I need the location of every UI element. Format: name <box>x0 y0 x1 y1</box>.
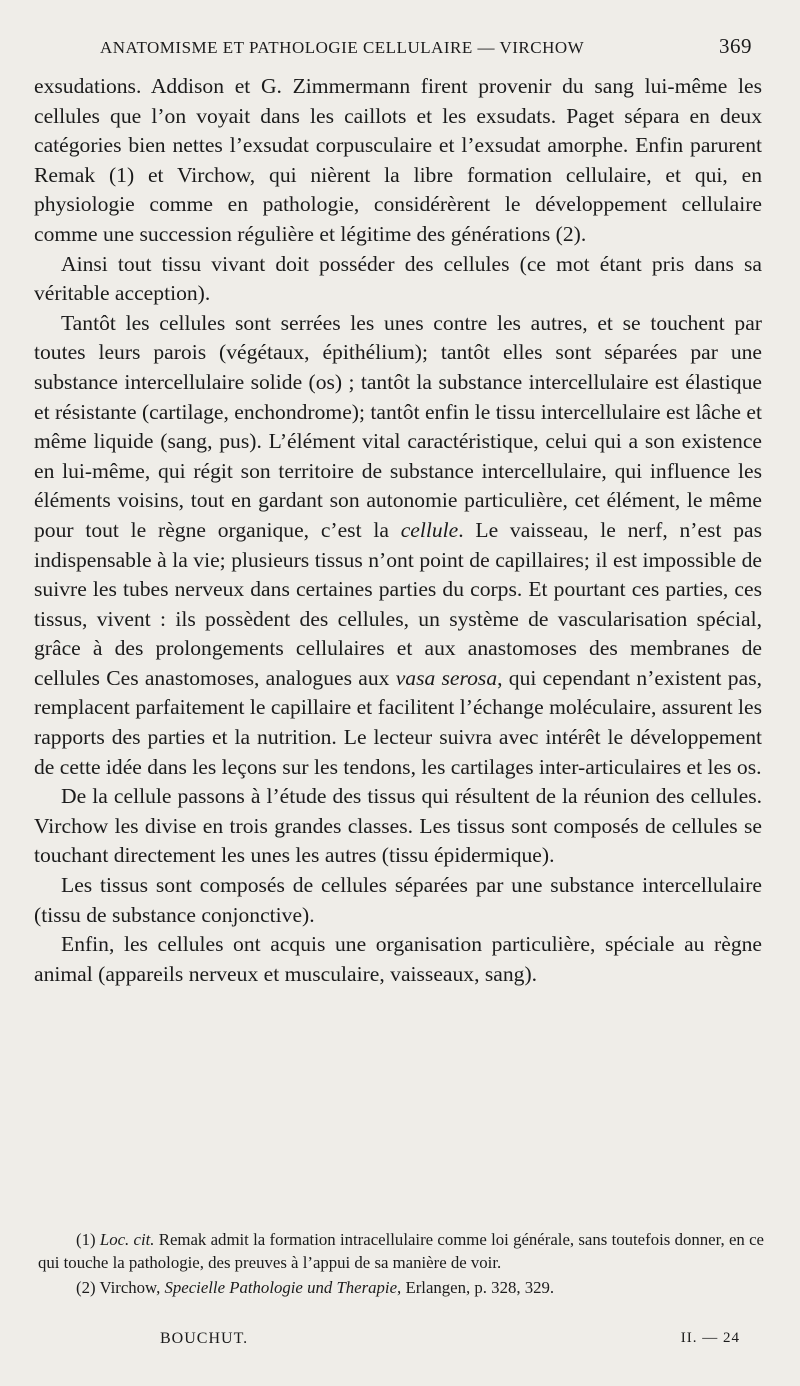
footnote-2 <box>38 1276 764 1299</box>
footnote-text: Virchow, <box>95 1278 165 1297</box>
footnote-text: , Erlangen, p. 328, 329. <box>397 1278 555 1297</box>
paragraph-3 <box>34 309 762 783</box>
paragraph-text: De la cellule passons à l’étude des tissus qui résultent de la réunion des cellules. Virchow les divise en trois grandes classes. Les tissus sont composés de cellules se touchant directement les unes les autres (tissu épidermique). <box>34 784 762 868</box>
italic-term: cellule <box>400 517 459 542</box>
footnote-text: Remak admit la formation intracellulaire comme loi générale, sans toutefois donner, en ce qui touche la pathologie, des preuves à l’appui de sa manière de voir. <box>38 1230 764 1272</box>
italic-term: Specielle Pathologie und Therapie <box>164 1278 398 1297</box>
main-text <box>34 72 762 989</box>
page-footer <box>160 1330 740 1348</box>
paragraph-text: . Le vaisseau, le nerf, n’est pas indispensable à la vie; plusieurs tissus n’ont point de capillaires; il est impossible de suivre les tubes nerveux dans certaines parties du corps. Et pourtant ces parties, ces tissus, vivent : ils possèdent des cellules, un système de vascularisation spécial, grâce à des prolongements cellulaires et aux anastomoses des membranes de cellules Ces anastomoses, analogues aux <box>34 517 762 690</box>
running-title: ANATOMISME ET PATHOLOGIE CELLULAIRE — VIRCHOW <box>100 38 585 57</box>
paragraph-text: Enfin, les cellules ont acquis une organisation particulière, spéciale au règne animal (appareils nerveux et musculaire, vaisseaux, sang). <box>34 932 762 986</box>
paragraph-text: Tantôt les cellules sont serrées les unes contre les autres, et se touchent par toutes leurs parois (végétaux, épithélium); tantôt elles sont séparées par une substance intercellulaire solide (os) ; tantôt la substance intercellulaire est élastique et résistante (cartilage, enchondrome); tantôt enfin le tissu intercellulaire est lâche et même liquide (sang, pus). L’élément vital caractéristique, celui qui a son existence en lui-même, qui régit son territoire de substance intercellulaire, qui influence les éléments voisins, tout en gardant son autonomie particulière, cet élément, le même pour tout le règne organique, c’est la <box>34 310 762 542</box>
paragraph-text: Ainsi tout tissu vivant doit posséder des cellules (ce mot étant pris dans sa véritable acception). <box>34 251 762 306</box>
paragraph-text: exsudations. Addison et G. Zimmermann firent provenir du sang lui-même les cellules que l’on voyait dans les caillots et les exsudats. Paget sépara en deux catégories bien nettes l’exsudat corpusculaire et l’exsudat amorphe. Enfin parurent Remak (1) et Virchow, qui nièrent la libre formation cellulaire, et qui, en physiologie comme en pathologie, considérèrent le développement cellulaire comme une succession régulière et légitime des générations (2). <box>34 74 762 246</box>
running-header <box>100 34 752 59</box>
footnotes <box>38 1228 764 1299</box>
sheet-number: II. — 24 <box>680 1330 740 1346</box>
paragraph-6 <box>34 930 762 989</box>
footnote-mark: (1) <box>76 1230 96 1249</box>
italic-term: vasa serosa <box>395 665 498 690</box>
footnote-1 <box>38 1228 764 1274</box>
footnote-mark: (2) <box>76 1278 96 1297</box>
paragraph-5 <box>34 871 762 930</box>
page-number: 369 <box>719 34 752 58</box>
italic-term: Loc. cit. <box>99 1230 155 1249</box>
paragraph-4 <box>34 782 762 871</box>
paragraph-1 <box>34 72 762 250</box>
printer-signature: BOUCHUT. <box>160 1330 249 1347</box>
paragraph-2 <box>34 250 762 309</box>
paragraph-text: , qui cependant n’existent pas, remplacent parfaitement le capillaire et facilitent l’échange moléculaire, assurent les rapports des parties et la nutrition. Le lecteur suivra avec intérêt le développement de cette idée dans les leçons sur les tendons, les cartilages inter-articulaires et les os. <box>34 665 762 779</box>
paragraph-text: Les tissus sont composés de cellules séparées par une substance intercellulaire (tissu de substance conjonctive). <box>34 873 762 927</box>
